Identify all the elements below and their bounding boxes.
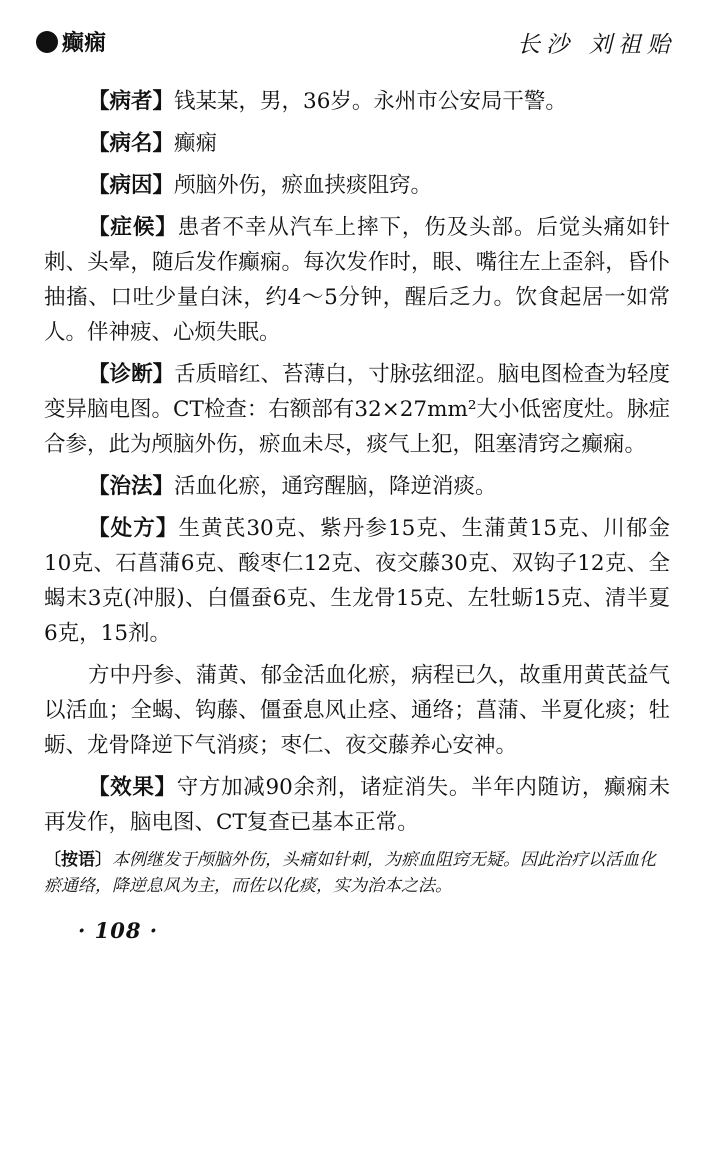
cause-paragraph: [44, 168, 670, 203]
symptoms-paragraph: [44, 210, 670, 350]
diagnosis-label: 【诊断】: [88, 362, 175, 387]
comment-text: 本例继发于颅脑外伤，头痛如针刺，为瘀血阻窍无疑。因此治疗以活血化瘀通络，降逆息风为主，而佐以化痰，实为治本之法。: [44, 850, 656, 896]
analysis-paragraph: 方中丹参、蒲黄、郁金活血化瘀，病程已久，故重用黄芪益气以活血；全蝎、钩藤、僵蚕息风止痉、通络；菖蒲、半夏化痰；牡蛎、龙骨降逆下气消痰；枣仁、夜交藤养心安神。: [44, 663, 670, 758]
prescription-label: 【处方】: [88, 516, 179, 541]
effect-label: 【效果】: [88, 775, 177, 800]
disease-paragraph: [44, 126, 670, 161]
symptoms-label: 【症候】: [88, 215, 178, 240]
treatment-text: 活血化瘀，通窍醒脑，降逆消痰。: [174, 474, 497, 499]
author-name: 刘祖贻: [589, 32, 676, 58]
treatment-label: 【治法】: [88, 474, 175, 499]
effect-paragraph: [44, 770, 670, 840]
treatment-paragraph: [44, 469, 670, 504]
patient-text: 钱某某，男，36岁。永州市公安局干警。: [174, 89, 567, 114]
diagnosis-paragraph: [44, 357, 670, 462]
cause-label: 【病因】: [88, 173, 175, 198]
case-record: [44, 84, 670, 916]
page-header: [36, 26, 676, 62]
cause-text: 颅脑外伤，瘀血挟痰阻窍。: [174, 173, 433, 198]
effect-text: 守方加减90余剂，诸症消失。半年内随访，癫痫未再发作，脑电图、CT复查已基本正常。: [44, 775, 670, 835]
comment-label: 〔按语〕: [44, 850, 112, 870]
symptoms-text: 患者不幸从汽车上摔下，伤及头部。后觉头痛如针刺、头晕，随后发作癫痫。每次发作时，眼、嘴往左上歪斜，昏仆抽搐、口吐少量白沫，约4～5分钟，醒后乏力。饮食起居一如常人。伴神疲、心烦失眠。: [44, 215, 670, 345]
section-heading: [36, 26, 106, 57]
diagnosis-text: 舌质暗红、苔薄白，寸脉弦细涩。脑电图检查为轻度变异脑电图。CT检查：右额部有32×27mm²大小低密度灶。脉症合参，此为颅脑外伤，瘀血未尽，痰气上犯，阻塞清窍之癫痫。: [44, 362, 670, 457]
patient-label: 【病者】: [88, 89, 175, 114]
disease-text: 癫痫: [174, 131, 218, 156]
author-line: [517, 26, 676, 59]
comment-paragraph: [44, 847, 670, 899]
disease-label: 【病名】: [88, 131, 175, 156]
patient-paragraph: [44, 84, 670, 119]
bullet-dot-icon: [36, 31, 58, 53]
prescription-text: 生黄芪30克、紫丹参15克、生蒲黄15克、川郁金10克、石菖蒲6克、酸枣仁12克、夜交藤30克、双钩子12克、全蝎末3克(冲服)、白僵蚕6克、生龙骨15克、左牡蛎15克、清半夏6克，15剂。: [44, 516, 670, 646]
author-location: 长沙: [517, 32, 575, 58]
page-number: · 108 ·: [78, 918, 159, 943]
prescription-paragraph: [44, 511, 670, 651]
section-title: 癫痫: [62, 31, 107, 56]
